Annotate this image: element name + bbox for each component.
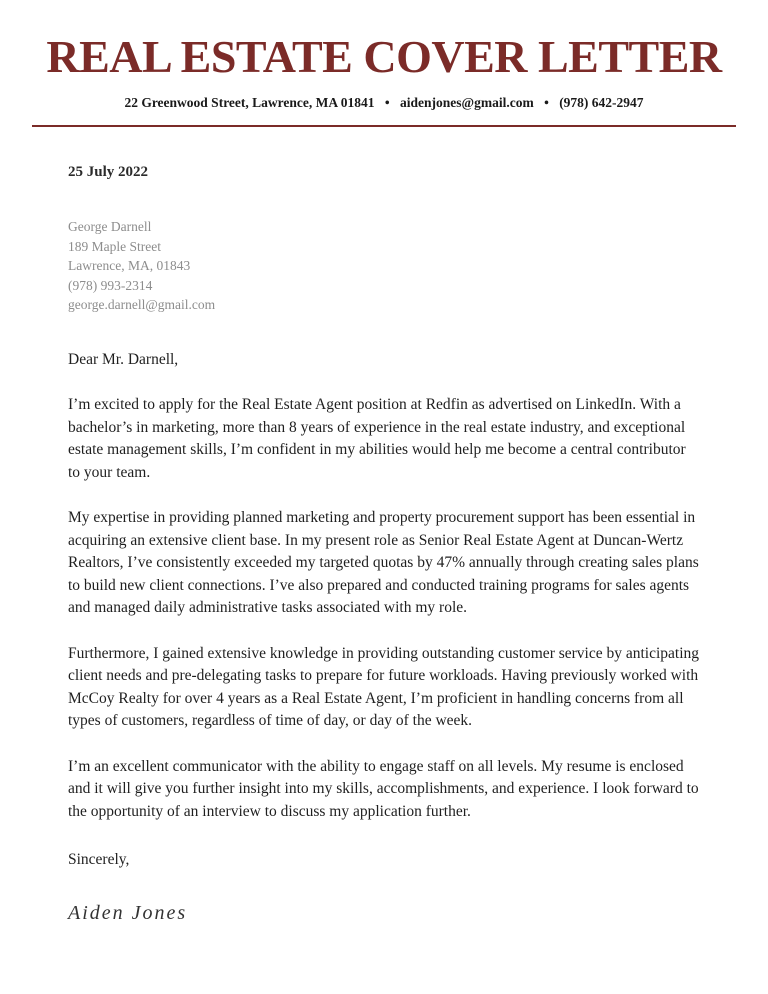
- recipient-block: [68, 217, 700, 315]
- closing: Sincerely,: [68, 851, 130, 869]
- letter-body: [0, 161, 768, 925]
- paragraph-communication: I’m an excellent communicator with the ability to engage staff on all levels. My resume is enclosed and it will give you further insight into my skills, accomplishments, and experience. I look forward to the opportunity of an interview to discuss my application further.: [68, 757, 699, 820]
- page-title: REAL ESTATE COVER LETTER: [46, 31, 722, 82]
- greeting: Dear Mr. Darnell,: [68, 350, 179, 368]
- contact-phone: (978) 642-2947: [559, 94, 644, 110]
- paragraph-customer-service: Furthermore, I gained extensive knowledge in providing outstanding customer service by anticipating client needs and pre-delegating tasks to prepare for future workloads. Having previously worked with McCoy Realty for over 4 years as a Real Estate Agent, I’m proficient in handling concerns from all types of customers, regardless of time of day, or day of the week.: [68, 644, 700, 730]
- letterhead: [0, 0, 768, 127]
- header-divider: [32, 125, 736, 127]
- signature-name: Aiden Jones: [68, 901, 188, 924]
- bullet-separator: •: [384, 94, 390, 110]
- paragraph-expertise: My expertise in providing planned marketing and property procurement support has been essential in acquiring an extensive client base. In my present role as Senior Real Estate Agent at Duncan-Wertz Realtors, I’ve consistently exceeded my targeted quotas by 47% annually through creating sales plans to build new client connections. I’ve also prepared and conducted training programs for sales agents and managed daily administrative tasks associated with my role.: [68, 509, 699, 617]
- bullet-separator: •: [544, 94, 549, 110]
- contact-line: [0, 95, 768, 111]
- contact-email: aidenjones@gmail.com: [400, 94, 534, 110]
- recipient-email: george.darnell@gmail.com: [68, 297, 216, 313]
- recipient-phone: (978) 993-2314: [68, 277, 153, 293]
- contact-address: 22 Greenwood Street, Lawrence, MA 01841: [124, 94, 375, 110]
- letter-date: 25 July 2022: [68, 163, 149, 180]
- paragraph-intro: I’m excited to apply for the Real Estate Agent position at Redfin as advertised on LinkedIn. With a bachelor’s in marketing, more than 8 years of experience in the real estate industry, and exceptional estate management skills, I’m confident in my abilities would help me become a central contributor to your team.: [68, 396, 686, 481]
- recipient-street: 189 Maple Street: [68, 238, 161, 254]
- recipient-city: Lawrence, MA, 01843: [68, 258, 191, 274]
- recipient-name: George Darnell: [68, 219, 152, 235]
